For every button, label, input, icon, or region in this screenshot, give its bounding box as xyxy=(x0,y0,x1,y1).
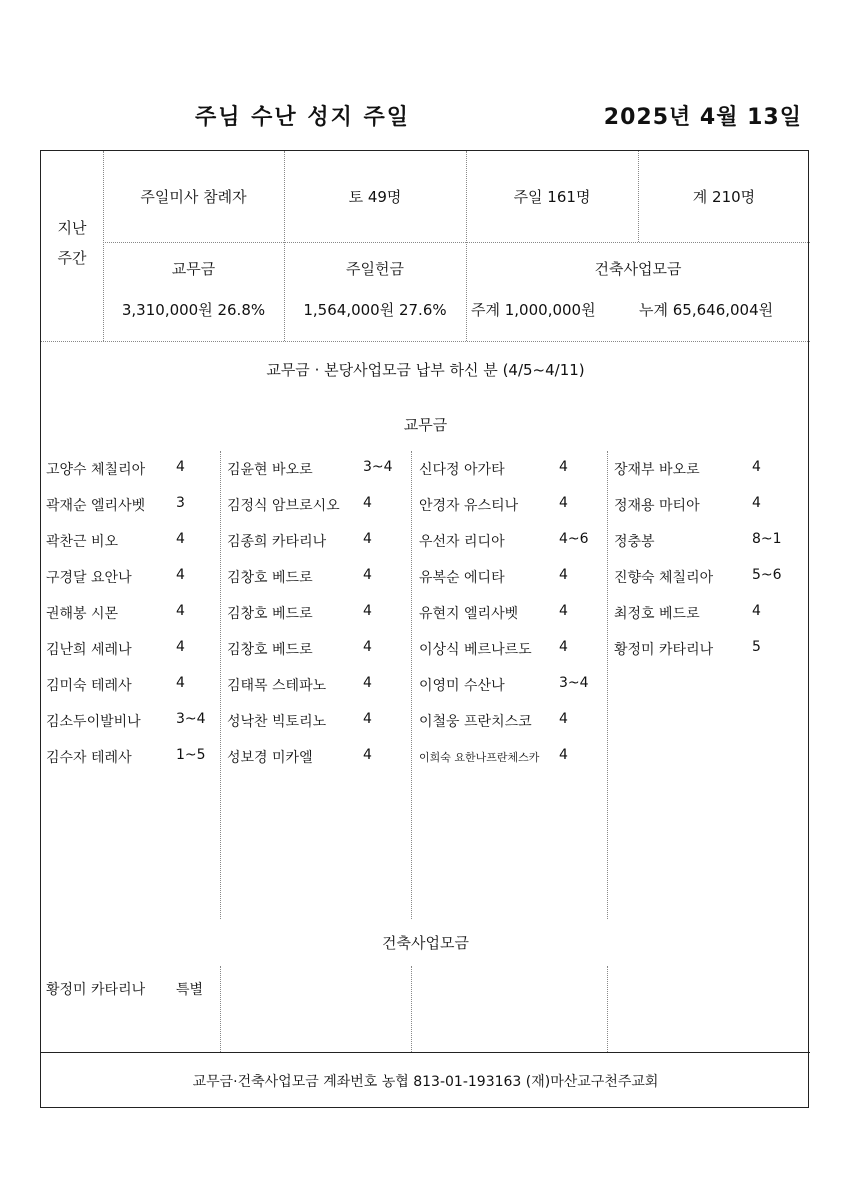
donor-count: 4 xyxy=(559,711,568,727)
donor-count: 4 xyxy=(176,639,185,655)
offering-value: 1,564,000원 27.6% xyxy=(303,301,447,319)
footer-divider xyxy=(41,1052,810,1053)
dues-value: 3,310,000원 26.8% xyxy=(121,301,266,319)
donor-count: 4 xyxy=(363,603,372,619)
donor-count: 4 xyxy=(559,639,568,655)
donor-name: 곽재순 엘리사벳 xyxy=(46,498,146,514)
donor-name: 신다정 아가타 xyxy=(419,462,505,478)
divider xyxy=(103,242,810,243)
donor-count: 4 xyxy=(363,639,372,655)
donor-name: 이철웅 프란치스코 xyxy=(419,714,532,730)
donor-count: 3~4 xyxy=(176,711,206,727)
donor-name: 우선자 리디아 xyxy=(419,534,505,550)
divider xyxy=(41,341,810,342)
saturday-count: 토 49명 xyxy=(348,188,402,206)
donor-count: 특별 xyxy=(176,982,204,998)
last-week-label xyxy=(41,213,103,273)
divider xyxy=(466,151,467,341)
donor-count: 4 xyxy=(176,459,185,475)
attendance-label: 주일미사 참례자 xyxy=(140,188,247,206)
bulletin-table xyxy=(40,150,809,1108)
column-divider xyxy=(607,451,608,919)
donor-count: 4 xyxy=(176,567,185,583)
donor-name: 황정미 카타리나 xyxy=(614,642,714,658)
donor-count: 4 xyxy=(363,747,372,763)
donor-name: 김태목 스테파노 xyxy=(227,678,327,694)
donor-name: 김소두이발비나 xyxy=(46,714,141,730)
donor-name: 김정식 암브로시오 xyxy=(227,498,340,514)
donor-count: 4 xyxy=(559,567,568,583)
dues-label: 교무금 xyxy=(171,260,216,278)
donor-name: 유현지 엘리사벳 xyxy=(419,606,519,622)
donor-name: 이상식 베르나르도 xyxy=(419,642,532,658)
donor-name: 황정미 카타리나 xyxy=(46,982,146,998)
sunday-count: 주일 161명 xyxy=(513,188,591,206)
donor-name: 김창호 베드로 xyxy=(227,606,313,622)
donor-name: 성낙찬 빅토리노 xyxy=(227,714,327,730)
donor-count: 4 xyxy=(559,459,568,475)
donor-count: 3~4 xyxy=(363,459,393,475)
donor-count: 8~1 xyxy=(752,531,782,547)
side-label-line: 지난 xyxy=(57,219,87,237)
account-info: 교무금·건축사업모금 계좌번호 농협 813-01-193163 (재)마산교구천주교회 xyxy=(192,1074,659,1090)
date-text: 2025년 4월 13일 xyxy=(603,105,802,130)
donor-name: 김수자 테레사 xyxy=(46,750,132,766)
donor-name: 정충봉 xyxy=(614,534,655,550)
side-label-line: 주간 xyxy=(57,249,87,267)
donor-name: 권해봉 시몬 xyxy=(46,606,119,622)
donor-count: 3~4 xyxy=(559,675,589,691)
page-title xyxy=(0,100,848,134)
donor-count: 4 xyxy=(363,675,372,691)
building-total: 누계 65,646,004원 xyxy=(639,301,774,319)
donor-count: 4 xyxy=(559,747,568,763)
donor-count: 4 xyxy=(559,603,568,619)
column-divider xyxy=(607,966,608,1052)
donor-name: 장재부 바오로 xyxy=(614,462,700,478)
title-text: 주님 수난 성지 주일 xyxy=(195,105,410,130)
total-count: 계 210명 xyxy=(692,188,756,206)
donor-name: 김미숙 테레사 xyxy=(46,678,132,694)
building-week: 주계 1,000,000원 xyxy=(471,301,596,319)
donor-name: 김난희 세레나 xyxy=(46,642,132,658)
donor-name: 김종희 카타리나 xyxy=(227,534,327,550)
donor-count: 4 xyxy=(752,495,761,511)
column-divider xyxy=(220,451,221,919)
donor-count: 4 xyxy=(363,531,372,547)
column-divider xyxy=(411,451,412,919)
donor-count: 1~5 xyxy=(176,747,206,763)
donor-name: 이희숙 요한나프란체스카 xyxy=(419,751,540,764)
donor-count: 5 xyxy=(752,639,761,655)
building-heading: 건축사업모금 xyxy=(382,934,469,952)
donor-count: 4 xyxy=(176,603,185,619)
donor-name: 최정호 베드로 xyxy=(614,606,700,622)
donor-count: 4 xyxy=(363,567,372,583)
donor-name: 김창호 베드로 xyxy=(227,570,313,586)
donor-count: 4 xyxy=(176,675,185,691)
donor-name: 이영미 수산나 xyxy=(419,678,505,694)
donor-count: 4 xyxy=(559,495,568,511)
dues-heading: 교무금 xyxy=(403,416,448,434)
donor-name: 곽찬근 비오 xyxy=(46,534,119,550)
donors-heading: 교무금 · 본당사업모금 납부 하신 분 (4/5~4/11) xyxy=(266,361,585,379)
donor-name: 정재용 마티아 xyxy=(614,498,700,514)
donor-name: 고양수 체칠리아 xyxy=(46,462,146,478)
donor-name: 유복순 에디타 xyxy=(419,570,505,586)
donor-name: 안경자 유스티나 xyxy=(419,498,519,514)
donor-count: 4~6 xyxy=(559,531,589,547)
building-label: 건축사업모금 xyxy=(594,260,682,278)
column-divider xyxy=(220,966,221,1052)
donor-count: 4 xyxy=(363,495,372,511)
donor-name: 성보경 미카엘 xyxy=(227,750,313,766)
donor-name: 구경달 요안나 xyxy=(46,570,132,586)
offering-label: 주일헌금 xyxy=(346,260,404,278)
donor-count: 4 xyxy=(752,459,761,475)
column-divider xyxy=(411,966,412,1052)
donor-count: 4 xyxy=(363,711,372,727)
donor-count: 3 xyxy=(176,495,185,511)
donor-count: 5~6 xyxy=(752,567,782,583)
donor-name: 진향숙 체칠리아 xyxy=(614,570,714,586)
donor-name: 김창호 베드로 xyxy=(227,642,313,658)
donor-count: 4 xyxy=(752,603,761,619)
donor-count: 4 xyxy=(176,531,185,547)
donor-name: 김윤현 바오로 xyxy=(227,462,313,478)
